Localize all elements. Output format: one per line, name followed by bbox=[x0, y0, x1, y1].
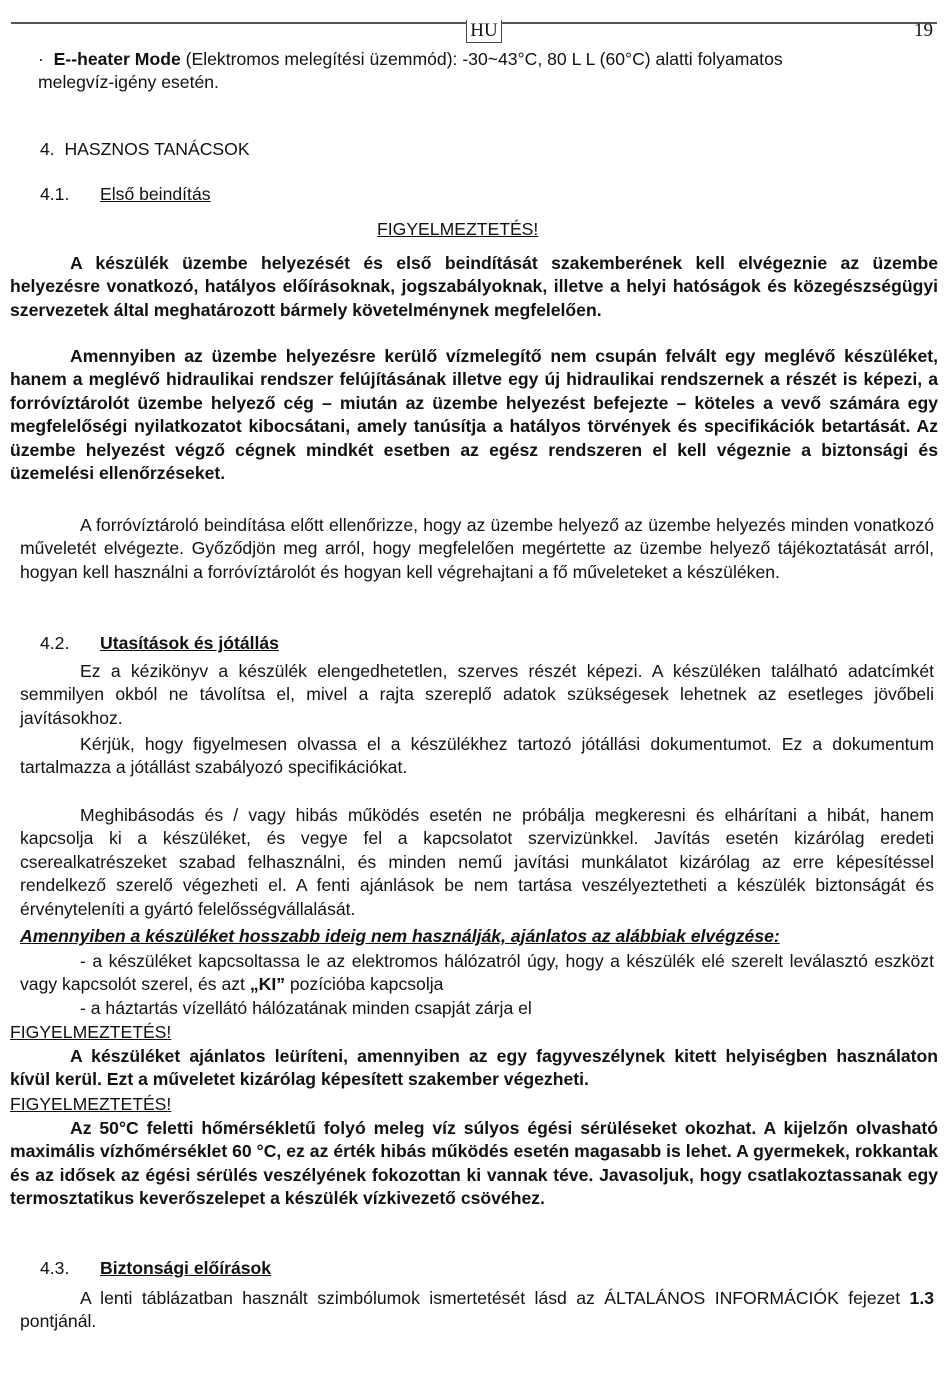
s41-paragraph-3: A forróvíztároló beindítása előtt ellenőrizze, hogy az üzembe helyező az üzembe helyezés minden vonatkozó műveletét elvégezte. Győződjön meg arról, hogy megfelelően megértette az üzembe helyező tájékoztatását arról, hogyan kell használni a forróvíztárolót és hogyan kell végrehajtani a fő műveleteket a készüléken. bbox=[20, 515, 934, 582]
unused-heading bbox=[20, 925, 948, 948]
eheater-mode-label: E--heater Mode bbox=[53, 49, 181, 69]
s42-paragraph-3: Meghibásodás és / vagy hibás működés esetén ne próbálja megkeresni és elhárítani a hibát, hanem kapcsolja ki a készüléket, és vegye fel a kapcsolatot szervizünkkel. Javítás esetén kizárólag eredeti cserealkatrészeket szabad felhasználni, és minden nemű javítási munkálatot kizárólag az erre képesítéssel rendelkező szerelő végezheti el. A fenti ajánlások be nem tartása veszélyeztetheti a készülék biztonságát és érvényteleníti a gyártó felelősségvállalását. bbox=[20, 805, 934, 919]
section-4-3-title: Biztonsági előírások bbox=[100, 1258, 272, 1278]
s43-text-b: pontjánál. bbox=[20, 1311, 97, 1332]
section-4-1-title: Első beindítás bbox=[100, 184, 211, 204]
eheater-mode-text: (Elektromos melegítési üzemmód): -30~43°C, 80 L L (60°C) alatti folyamatos melegvíz-igény esetén. bbox=[38, 49, 783, 93]
s42-paragraph-1: Ez a kézikönyv a készülék elengedhetetlen, szerves részét képezi. A készüléken található adatcímkét semmilyen okból ne távolítsa el, mivel a rajta szereplő adatok szükségesek lehetnek az esetleges jövőbeli javításokhoz. bbox=[20, 661, 934, 728]
s43-reference: 1.3 bbox=[909, 1288, 934, 1308]
eheater-mode-item bbox=[38, 48, 858, 95]
section-4-2-title: Utasítások és jótállás bbox=[100, 633, 279, 653]
unused-item-1-text-a: - a készüléket kapcsoltassa le az elektromos hálózatról úgy, hogy a készülék elé szerelt leválasztó eszközt vagy kapcsolót szerel, és azt bbox=[20, 951, 934, 995]
section-4-number: 4. bbox=[40, 139, 55, 159]
warning-title bbox=[377, 218, 577, 241]
s43-paragraph bbox=[20, 1287, 934, 1334]
unused-item-1 bbox=[20, 950, 934, 997]
s41-paragraph-2: Amennyiben az üzembe helyezésre kerülő vízmelegítő nem csupán felvált egy meglévő készüléket, hanem a meglévő hidraulikai rendszer felújításának illetve egy új hidraulikai rendszernek a részét is képezi, a forróvíztárolót üzembe helyező cég – miután az üzembe helyezést befejezte – köteles a vevő számára egy megfelelőségi nyilatkozatot kibocsátani, amely tanúsítja a hatályos törvények és specifikációk betartását. Az üzembe helyezést végző cégnek mindkét esetben az egész rendszeren el kell végeznie a biztonsági és üzemelési ellenőrzéseket. bbox=[10, 346, 938, 484]
section-4-1-heading bbox=[40, 183, 950, 206]
section-4-title: HASZNOS TANÁCSOK bbox=[64, 139, 250, 159]
warning-2-title bbox=[10, 1021, 938, 1044]
section-4-heading bbox=[40, 138, 950, 161]
unused-item-1-text-b: pozícióba kapcsolja bbox=[289, 974, 444, 995]
warning-3-label: FIGYELMEZTETÉS! bbox=[10, 1094, 172, 1114]
bullet: · bbox=[38, 49, 44, 69]
ki-position-label: „KI” bbox=[249, 974, 285, 995]
warning-2-label: FIGYELMEZTETÉS! bbox=[10, 1022, 172, 1042]
warning-3-title bbox=[10, 1093, 938, 1116]
s42-paragraph-2: Kérjük, hogy figyelmesen olvassa el a készülékhez tartozó jótállási dokumentumot. Ez a dokumentum tartalmazza a jótállást szabályozó specifikációkat. bbox=[20, 734, 934, 778]
section-4-2-heading bbox=[40, 632, 950, 655]
warning-2-text: A készüléket ajánlatos leüríteni, amennyiben az egy fagyveszélynek kitett helyiségben használaton kívül kerül. Ezt a műveletet kizárólag képesített szakember végezheti. bbox=[10, 1046, 938, 1090]
section-4-3-number: 4.3. bbox=[40, 1258, 70, 1278]
section-4-3-heading bbox=[40, 1257, 950, 1280]
section-4-2-number: 4.2. bbox=[40, 633, 70, 653]
unused-heading-text: Amennyiben a készüléket hosszabb ideig nem használják, ajánlatos az alábbiak elvégzése: bbox=[20, 926, 780, 946]
warning-3-text: Az 50°C feletti hőmérsékletű folyó meleg víz súlyos égési sérüléseket okozhat. A kijelzőn olvasható maximális vízhőmérséklet 60 °C, ez az érték hibás működés esetén magasabb is lehet. A gyermekek, rokkantak és az idősek az égési sérülés veszélyének fokozottan ki vannak téve. Javasoljuk, hogy csatlakoztassanak egy termosztatikus keverőszelepet a készülék vízkivezető csövéhez. bbox=[10, 1118, 938, 1209]
warning-label: FIGYELMEZTETÉS! bbox=[377, 219, 539, 239]
s41-paragraph-1: A készülék üzembe helyezését és első beindítását szakemberének kell elvégeznie az üzembe helyezésre vonatkozó, hatályos előírásoknak, jogszabályoknak, illetve a helyi hatóságok és közegészségügyi szervezetek által meghatározott bármely követelménynek megfelelően. bbox=[10, 253, 938, 320]
unused-item-2: - a háztartás vízellátó hálózatának minden csapját zárja el bbox=[80, 998, 532, 1018]
language-tab: HU bbox=[466, 20, 502, 43]
section-4-1-number: 4.1. bbox=[40, 184, 70, 204]
s43-text-a: A lenti táblázatban használt szimbólumok ismertetését lásd az ÁLTALÁNOS INFORMÁCIÓK fejezet bbox=[80, 1288, 901, 1308]
page-number: 19 bbox=[914, 20, 933, 41]
